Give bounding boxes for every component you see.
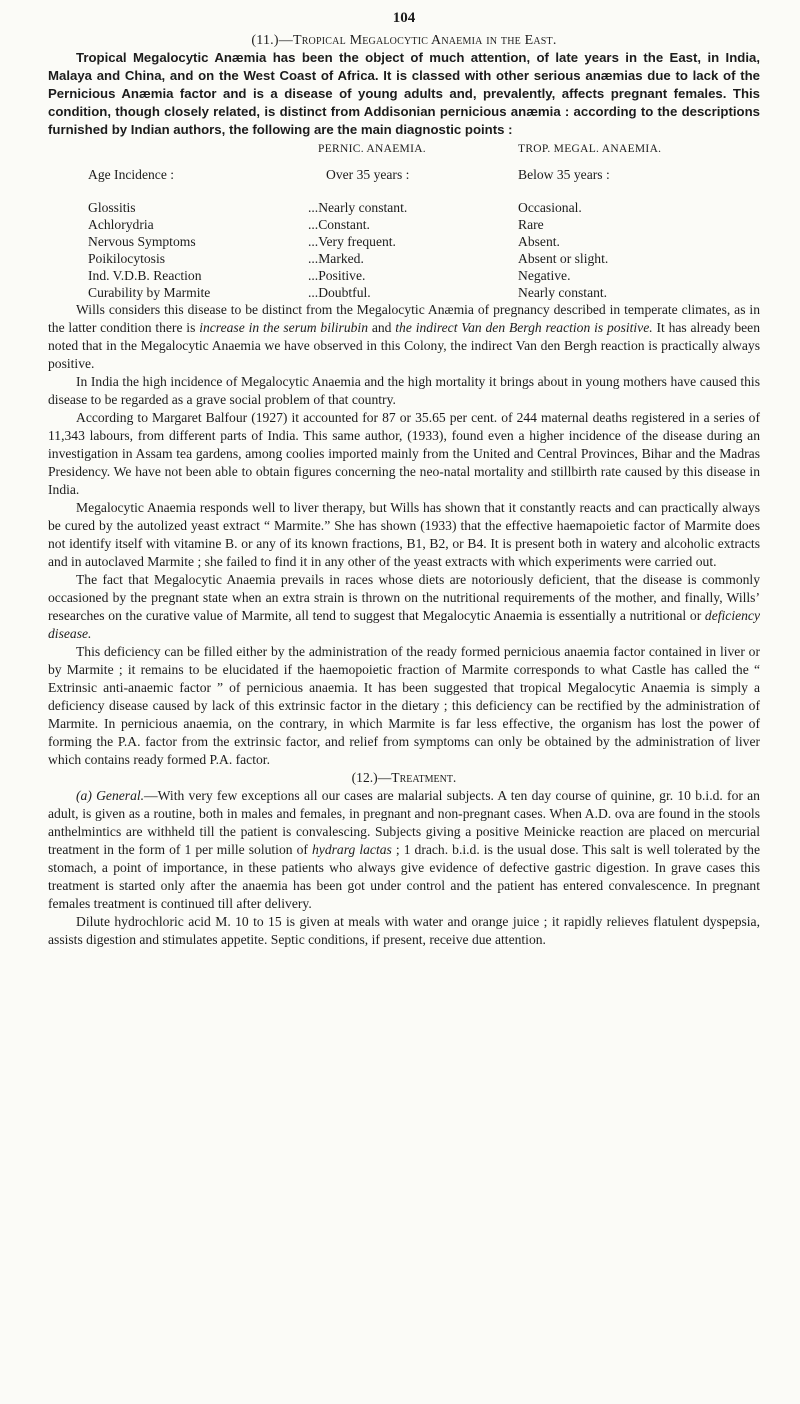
wills-emphasis-2: the indirect Van den Bergh reaction is positive. [395,320,653,335]
row-pernicious: ...Doubtful. [308,285,371,300]
row-tropical: Occasional. [518,200,582,215]
row-label: Ind. V.D.B. Reaction [88,268,202,283]
row-pernicious: ...Marked. [308,251,364,266]
row-label: Achlorydria [88,217,154,232]
table-row [48,267,760,284]
deficiency-fact-paragraph [48,571,760,643]
general-treatment-paragraph [48,787,760,913]
row-pernicious: ...Very frequent. [308,234,396,249]
col-header-pernicious: PERNIC. ANAEMIA. [318,143,426,155]
table-row [48,199,760,216]
row-tropical: Absent or slight. [518,251,609,266]
table-row [48,284,760,301]
section-title: Tropical Megalocytic Anaemia in the East. [292,33,557,48]
age-tropical: Below 35 years : [518,167,610,182]
diagnostic-table [48,141,760,301]
general-text-2: ; 1 drach. b.i.d. is the usual dose. This salt is well tolerated by the stomach, a point of importance, in these patients who always give evidence of defective gastric digestion. In grave cases this treatment is started only after the anaemia has been got under control and the patient has entered convalescence. In pregnant females treatment is continued till after delivery. [48,842,760,911]
row-pernicious: ...Positive. [308,268,366,283]
intro-paragraph: Tropical Megalocytic Anæmia has been the object of much attention, of late years in the East, in India, Malaya and China, and on the West Coast of Africa. It is classed with other serious anæmias due to lack of the Pernicious Anæmia factor and is a disease of young adults and, prevalently, affects pregnant females. This condition, though closely related, is distinct from Addisonian pernicious anæmia : according to the descriptions furnished by Indian authors, the following are the main diagnostic points : [48,50,760,137]
wills-paragraph [48,301,760,373]
dilute-acid-paragraph: Dilute hydrochloric acid M. 10 to 15 is given at meals with water and orange juice ; it rapidly relieves flatulent dyspepsia, assists digestion and stimulates appetite. Septic conditions, if present, receive due attention. [48,914,760,947]
general-emphasis: hydrarg lactas [311,842,392,857]
table-row-age [48,166,760,183]
wills-text-1: Wills considers this disease to be distinct from the Megalocytic Anæmia of pregnancy described in temperate climates, as in the latter condition there is [48,302,760,335]
page-number: 104 [392,10,416,26]
fact-emphasis: deficiency disease. [48,608,760,641]
section-heading-12 [48,769,760,787]
section-number: (11.)— [251,33,293,48]
wills-emphasis-1: increase in the serum bilirubin [199,320,369,335]
row-tropical: Nearly constant. [518,285,608,300]
treatment-title: Treatment. [391,770,457,785]
row-label: Glossitis [88,200,136,215]
table-row [48,250,760,267]
liver-therapy-paragraph: Megalocytic Anaemia responds well to liver therapy, but Wills has shown that it constantly reacts and can practically always be cured by the autolized yeast extract “ Marmite.” She has shown (1933) that the effective haemapoietic factor of Marmite does not identify itself with vitamine B. or any of its known fractions, B1, B2, or B4. It is present both in watery and alcoholic extracts and in autoclaved Marmite ; she failed to find it in any other of the yeast extracts with which experiments were carried out. [48,500,760,569]
age-label: Age Incidence : [88,167,175,182]
row-label: Curability by Marmite [88,285,211,300]
row-tropical: Absent. [518,234,560,249]
row-pernicious: ...Constant. [308,217,370,232]
wills-text-2: and [368,320,396,335]
wills-text-3: It has already been noted that in the Megalocytic Anaemia we have observed in this Colony, the indirect Van den Bergh reaction is practically always positive. [48,320,761,371]
general-label: (a) General. [76,788,145,803]
col-header-tropical: TROP. MEGAL. ANAEMIA. [518,143,662,155]
row-label: Nervous Symptoms [88,234,196,249]
row-label: Poikilocytosis [88,251,166,266]
deficiency-paragraph: This deficiency can be filled either by the administration of the ready formed pernicious anaemia factor contained in liver or by Marmite ; it remains to be elucidated if the haemopoietic fraction of Marmite corresponds to what Castle has called the “ Extrinsic anti-anaemic factor ” of pernicious anaemia. It has been suggested that tropical Megalocytic Anaemia is simply a deficiency disease caused by lack of this extrinsic factor in the dietary ; this deficiency can be rectified by the administration of Marmite. In pernicious anaemia, on the contrary, in which Marmite is far less effective, the organism has lost the power of forming the P.A. factor from the extrinsic factor, and relief from symptoms can only be obtained by the administration of liver which contains ready formed P.A. factor. [48,644,760,767]
table-header-row [48,141,760,158]
india-paragraph: In India the high incidence of Megalocytic Anaemia and the high mortality it brings about in young mothers have caused this disease to be regarded as a grave social problem of that country. [48,374,760,407]
section-heading-11 [48,33,760,49]
row-tropical: Rare [518,217,544,232]
fact-text: The fact that Megalocytic Anaemia prevails in races whose diets are notoriously deficient, that the disease is commonly occasioned by the pregnant state when an extra strain is thrown on the nutritional requirements of the mother, and finally, Wills’ researches on the curative value of Marmite, all tend to suggest that Megalocytic Anaemia is essentially a nutritional or [48,572,760,623]
table-row [48,233,760,250]
general-text-1: —With very few exceptions all our cases are malarial subjects. A ten day course of quinine, gr. 10 b.i.d. for an adult, is given as a routine, both in males and females, in pregnant and non-pregnant cases. When A.D. ova are found in the stools anthelmintics are withheld till the patient is convalescing. Subjects giving a positive Meinicke reaction are placed on mercurial treatment in the form of 1 per mille solution of [48,788,760,857]
treatment-number: (12.)— [351,770,392,785]
document-page [48,10,760,949]
row-pernicious: ...Nearly constant. [308,200,408,215]
balfour-paragraph: According to Margaret Balfour (1927) it accounted for 87 or 35.65 per cent. of 244 maternal deaths registered in a series of 11,343 labours, from different parts of India. This same author, (1933), found even a higher incidence of the disease during an investigation in Assam tea gardens, among coolies imported mainly from the United and Central Provinces, Bihar and the Madras Presidency. We have not been able to obtain figures concerning the neo-natal mortality and stillbirth rate caused by this disease in India. [48,410,760,497]
age-pernicious: Over 35 years : [326,167,410,182]
row-tropical: Negative. [518,268,571,283]
table-row [48,216,760,233]
